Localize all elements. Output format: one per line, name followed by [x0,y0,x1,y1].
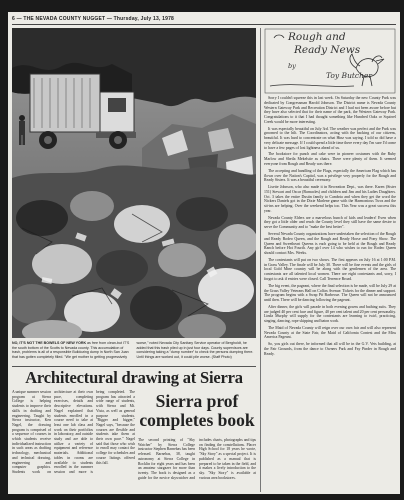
landfill-photo [12,28,256,338]
caption-text: as free from clean-but IT'S the south bottom of the Scotts to Nevada county. This accumulation of trash, problems is all of a responsible Bulldozing dump in North San Juan that has gotten completely filled. "We get mother to getting progressively worse," noted Nevada City Sanitary Service operator of Bergholdt, he added that this trash piled up in just four days. County supervisors are considering taking a "dump number" to check the persons dumping there. Until things are worked out, it could pile worse. (Staff Photo) [12,341,254,359]
landfill-photo-icon [12,28,256,338]
photo-caption [12,341,256,365]
column-paragraph: Nevada County Elders are a marvelous bunch of kids and leaders! Even when they got a little older and reach the County level they still have the same desire to serve the Community and to "make the best better". [264,215,396,230]
story-architectural-drawing: A unique summer session program at Sierra College is helping students to improve their skills in drafting and engineering. Taught by Sierra instructor, Ken Nagel, the drawing program is comprised of a sequence of courses in which students receive individualized instruction in such areas as drafting technology, mechanical and technical drawing, engineering and computer graphics. Students work on architecture at their own pace, completing exercises, details and descriptive elevations. Nagel explained that students enrolled in a course need to take at least one lab class and work on their portfolios in laboratory, and outside study and are able to utilize a variety of equipment and reference materials. Additional tables in rooms are available to students enrolled in the summer session and more is being completed. The program has attracted a wide range of students, with Sierra and Mt. Vista, as well as general purpose students. "Bigger and bigger," Nagel says, "because the courses are flexible and students take them at their own pace." Nagel said that those who wish to enroll may contact the college for schedules and course listings offered this fall. [12,390,135,474]
column-paragraph: It was especially beautiful on July 3rd. The weather was perfect and the Park was groomed to the hilt. The Coordinators, acting with the backing of our citizens, beautiful. It was hard to concentrate on what Hinz was saying. I told so did have a very delicate message. If I could spend a little time there every day I'm sure I'd come to have a few pages of lost lightness ahead of us. [264,126,396,150]
masthead-line-1: Rough and [288,31,346,43]
column-paragraph: Lisette Johnson, who also made it in Recreation Dept., was there. Karen (Sister 151) Stewart and Oscar (Barnacles) and children and Jim and his Ladies Daughters. Oct. 3 takes the entire Dustin family to Cambria and when they get the word the Nickers Daniels got in the Dixie Marlene game with the Harmonious Twos and the sit-ins are helping. Over the weekend helps too. This Year was a great success this year. [264,185,396,213]
newspaper-page [8,12,400,494]
masthead-line-2: Ready News [294,44,361,56]
column-paragraph: The accepting and handling of the Flags, especially the American Flag which has flown over the Nation's Capitol, was a privilege very properly for the Rough and Ready Sisters. It was a beautiful ceremony. [264,168,396,183]
headline-sierra-prof: Sierra prof completes book [139,391,255,430]
masthead-byline: by [288,62,296,70]
column-paragraph: After dinner, the girls will parade in both evening gowns and bathing suits. They are judged 40 per cent face and figure, 40 per cent talent and 20 per cent personality. Linda Murphy will supply for the contestants are learning to twirl, practicing, singing, dancing, rope skipping and baton work. [264,304,396,324]
column-paragraph: Sorry I couldn't squeeze this in last week. On Saturday the new County Park was dedicated by Congressman Harold Johnson. The District name is Nevada County Western Gateway Park and Recreation District and I had not been aware before but they have also selected that for their name of the park, the Western Gateway Park. Congratulations to it that I had thought something like Hundred Oaks or Squirrel Creek would be more interesting. [264,96,396,124]
column-paragraph: So, you girls out there, be informed that all will be in the G.V. Vets building, at the Fair Grounds, from the dance to Owners Park and Fay Pinder in Rough and Ready. [264,342,396,356]
column-paragraph: The big event, the pageant, where the final selection is be made, will be July 29 at the Grass Valley Veterans Hall on Colfax Avenue. Tickets for the dinner and support. The program begins with a Swap Pit Barbecue. The Queen will not be announced until then. There will be dancing following the pageant. [264,283,396,302]
story-sierra-prof: The second printing of "Sky Watcher" by Sierra College instructor Stephen Barnebas has been released. Barnebas, 38, taught astronomy at Sierra College in Rocklin for eight years and has been an amateur stargazer for more than twenty. The book is designed as a guide for the novice skywatcher and includes charts, photographs and tips on finding the constellations. Placer High School for 18 years he wrote, "Sky Story" as a special project. It is published as a manual that is prepared to be taken in the field, and it makes a lively introduction to the sky. "Sky Story" is available at various area bookstores. [138,438,256,480]
column-paragraph: The contestants will put on two shows. The first appears on July 16 at 1:00 P.M. in Grass Valley. The finale will be July 30. There will be fine events and the girls of local Gold Mine country will be along with the gentlemen of the area. The contestants are all talented local women. There are eight contestants and, sorry, I forgot to ask if entries were closed. Call Terrence Broad. [264,257,396,281]
masthead-text [266,28,394,94]
column-paragraph: Several Nevada County organizations have undertaken the selection of the Rough and Ready Rodeo Queen, and the Rough and Ready Horse and Pony Show. The Queen and Sweetheart Queens is each going to be held at the Rough and Ready Ranch before Hot Fourth. Any girl over 14 who wishes to run for Rodeo Queen should contact Mrs. Weeks. [264,232,396,256]
page-folio: 6 — THE NEVADA COUNTY NUGGET — Thursday, July 13, 1978 [12,15,396,25]
column-masthead [264,28,396,94]
column-paragraph: The bookstore for punch and cake were in pioneer costumes with the Ruby Marlow and Sheila Mekelstie as chairs. There were plenty of them. It seemed everyone from Rough and Ready was there. [264,152,396,166]
headline-architectural-drawing: Architectural drawing at Sierra [12,366,256,388]
rough-and-ready-column [264,96,396,492]
column-paragraph: The Maid of Nevada County will reign over our own fair and will also represent Nevada County at the State Fair, the Maid of California Contest and the Miss America Pageant. [264,325,396,340]
masthead-author: Toy Butcher [326,71,372,80]
column-rule [260,28,261,492]
caption-lead: NO, IT'S NOT THE BOWELS OF NEW YORK [12,341,87,345]
